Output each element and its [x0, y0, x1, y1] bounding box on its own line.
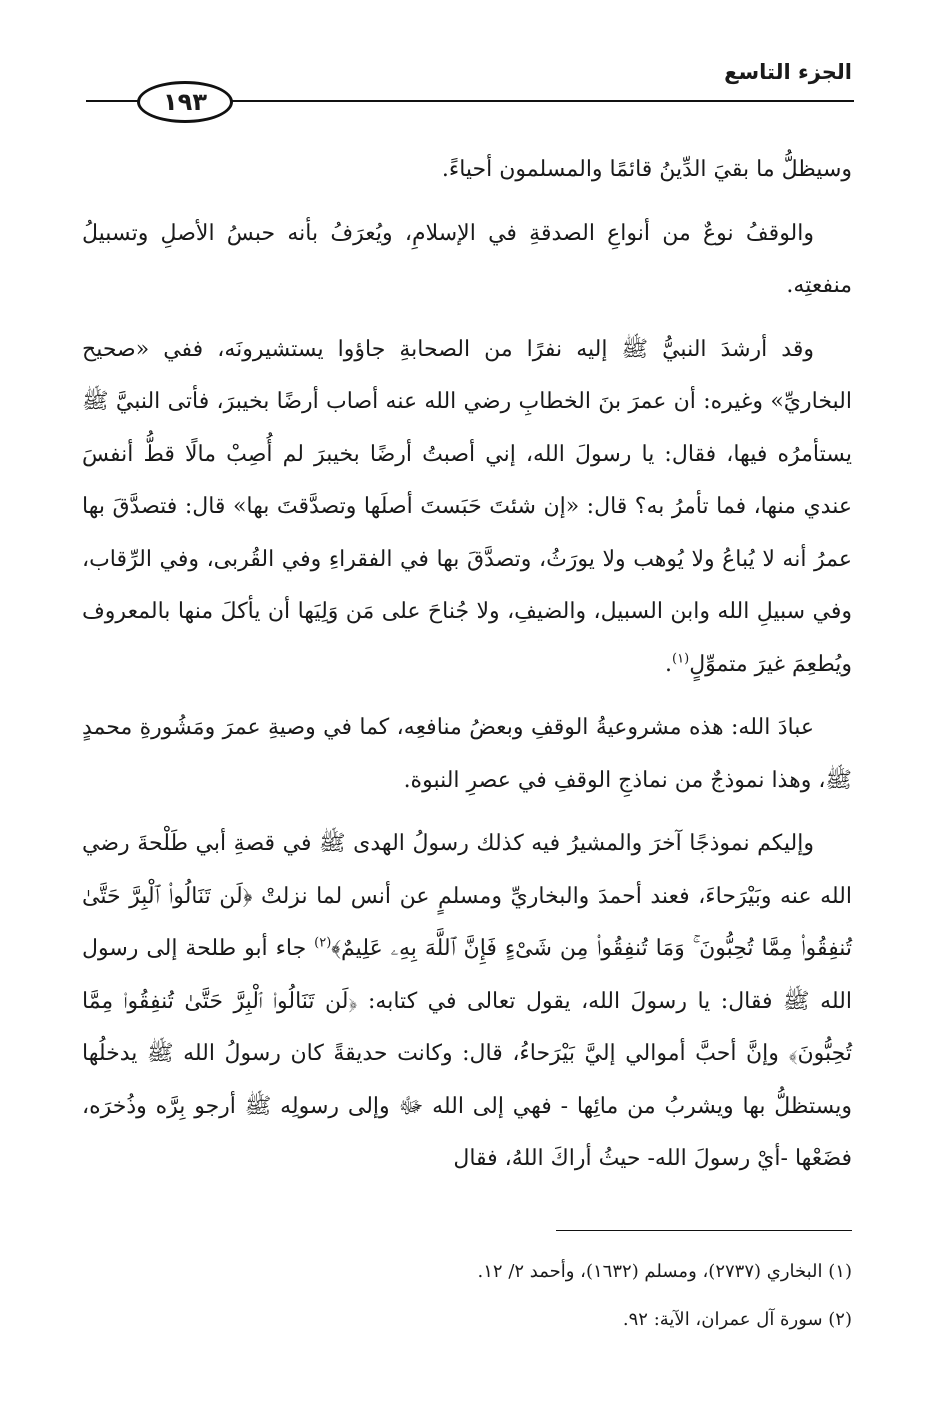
paragraph-5	[82, 818, 852, 1186]
paragraph-5-continuation: جاء أبو طلحة إلى رسول الله ﷺ فقال: يا رسولَ الله، يقول تعالى في كتابه: ﴿لَن تَنَالُوا۟ ٱلْبِرَّ حَتَّىٰ تُنفِقُوا۟ مِمَّا تُحِبُّونَ﴾ وإنَّ أحبَّ أموالي إليَّ بَيْرَحاءُ، قال: وكانت حديقةً كان رسولُ الله ﷺ يدخلُها ويستظلُّ بها ويشربُ من مائِها - فهي إلى الله ﷻ وإلى رسولِه ﷺ أرجو بِرَّه وذُخرَه، فضَعْها -أيْ رسولَ الله- حيثُ أراكَ اللهُ، فقال	[82, 936, 852, 1171]
footnotes	[84, 1248, 852, 1344]
page-number: ١٩٣	[137, 81, 233, 123]
footnote-1: (١) البخاري (٢٧٣٧)، ومسلم (١٦٣٢)، وأحمد ٢/ ١٢.	[477, 1261, 852, 1282]
footnote-marker-1: (١)	[672, 651, 690, 667]
paragraph-4: عبادَ الله: هذه مشروعيةُ الوقفِ وبعضُ منافعِه، كما في وصيةِ عمرَ ومَشُورةِ محمدٍ ﷺ، وهذا نموذجٌ من نماذجِ الوقفِ في عصرِ النبوة.	[82, 715, 852, 793]
body-text	[82, 144, 852, 1197]
running-title: الجزء التاسع	[724, 60, 852, 84]
footnote-rule	[556, 1230, 852, 1231]
footnote-2: (٢) سورة آل عمران، الآية: ٩٢.	[622, 1309, 852, 1330]
paragraph-1: وسيظلُّ ما بقيَ الدِّينُ قائمًا والمسلمون أحياءً.	[441, 157, 852, 182]
paragraph-3: وقد أرشدَ النبيُّ ﷺ إليه نفرًا من الصحابةِ جاؤوا يستشيرونَه، ففي «صحيح البخاريِّ» وغيره: أن عمرَ بنَ الخطابِ رضي الله عنه أصاب أرضًا بخيبرَ، فأتى النبيَّ ﷺ يستأمرُه فيها، فقال: يا رسولَ الله، إني أصبتُ أرضًا بخيبرَ لم أُصِبْ مالًا قطُّ أنفسَ عندي منها، فما تأمرُ به؟ قال: «إن شئتَ حَبَستَ أصلَها وتصدَّقتَ بها» قال: فتصدَّقَ بها عمرُ أنه لا يُباعُ ولا يُوهب ولا يورَثُ، وتصدَّقَ بها في الفقراءِ وفي القُربى، وفي الرِّقاب، وفي سبيلِ الله وابن السبيل، والضيفِ، ولا جُناحَ على مَن وَلِيَها أن يأكلَ منها بالمعروف ويُطعِمَ غيرَ متموِّلٍ$^{(١)}$.	[82, 336, 852, 677]
paragraph-3-text: وقد أرشدَ النبيُّ ﷺ إليه نفرًا من الصحابةِ جاؤوا يستشيرونَه، ففي «صحيح البخاريِّ» وغيره: أن عمرَ بنَ الخطابِ رضي الله عنه أصاب أرضًا بخيبرَ، فأتى النبيَّ ﷺ يستأمرُه فيها، فقال: يا رسولَ الله، إني أصبتُ أرضًا بخيبرَ لم أُصِبْ مالًا قطُّ أنفسَ عندي منها، فما تأمرُ به؟ قال: «إن شئتَ حَبَستَ أصلَها وتصدَّقتَ بها» قال: فتصدَّقَ بها عمرُ أنه لا يُباعُ ولا يُوهب ولا يورَثُ، وتصدَّقَ بها في الفقراءِ وفي القُربى، وفي الرِّقاب، وفي سبيلِ الله وابن السبيل، والضيفِ، ولا جُناحَ على مَن وَلِيَها أن يأكلَ منها بالمعروف ويُطعِمَ غيرَ متموِّلٍ	[82, 336, 852, 677]
paragraph-5-text: وإليكم نموذجًا آخرَ والمشيرُ فيه كذلك رسولُ الهدى ﷺ في قصةِ أبي طَلْحةَ رضي الله عنه وبَيْرَحاءَ، فعند أحمدَ والبخاريِّ ومسلمٍ عن أنس لما نزلتْ ﴿لَن تَنَالُوا۟ ٱلْبِرَّ حَتَّىٰ تُنفِقُوا۟ مِمَّا تُحِبُّونَ ۚ وَمَا تُنفِقُوا۟ مِن شَىْءٍ فَإِنَّ ٱللَّهَ بِهِۦ عَلِيمٌ﴾	[82, 831, 852, 961]
paragraph-2: والوقفُ نوعٌ من أنواعِ الصدقةِ في الإسلامِ، ويُعرَفُ بأنه حبسُ الأصلِ وتسبيلُ منفعتِه.	[82, 220, 852, 298]
footnote-marker-2: (٢)	[314, 935, 332, 951]
